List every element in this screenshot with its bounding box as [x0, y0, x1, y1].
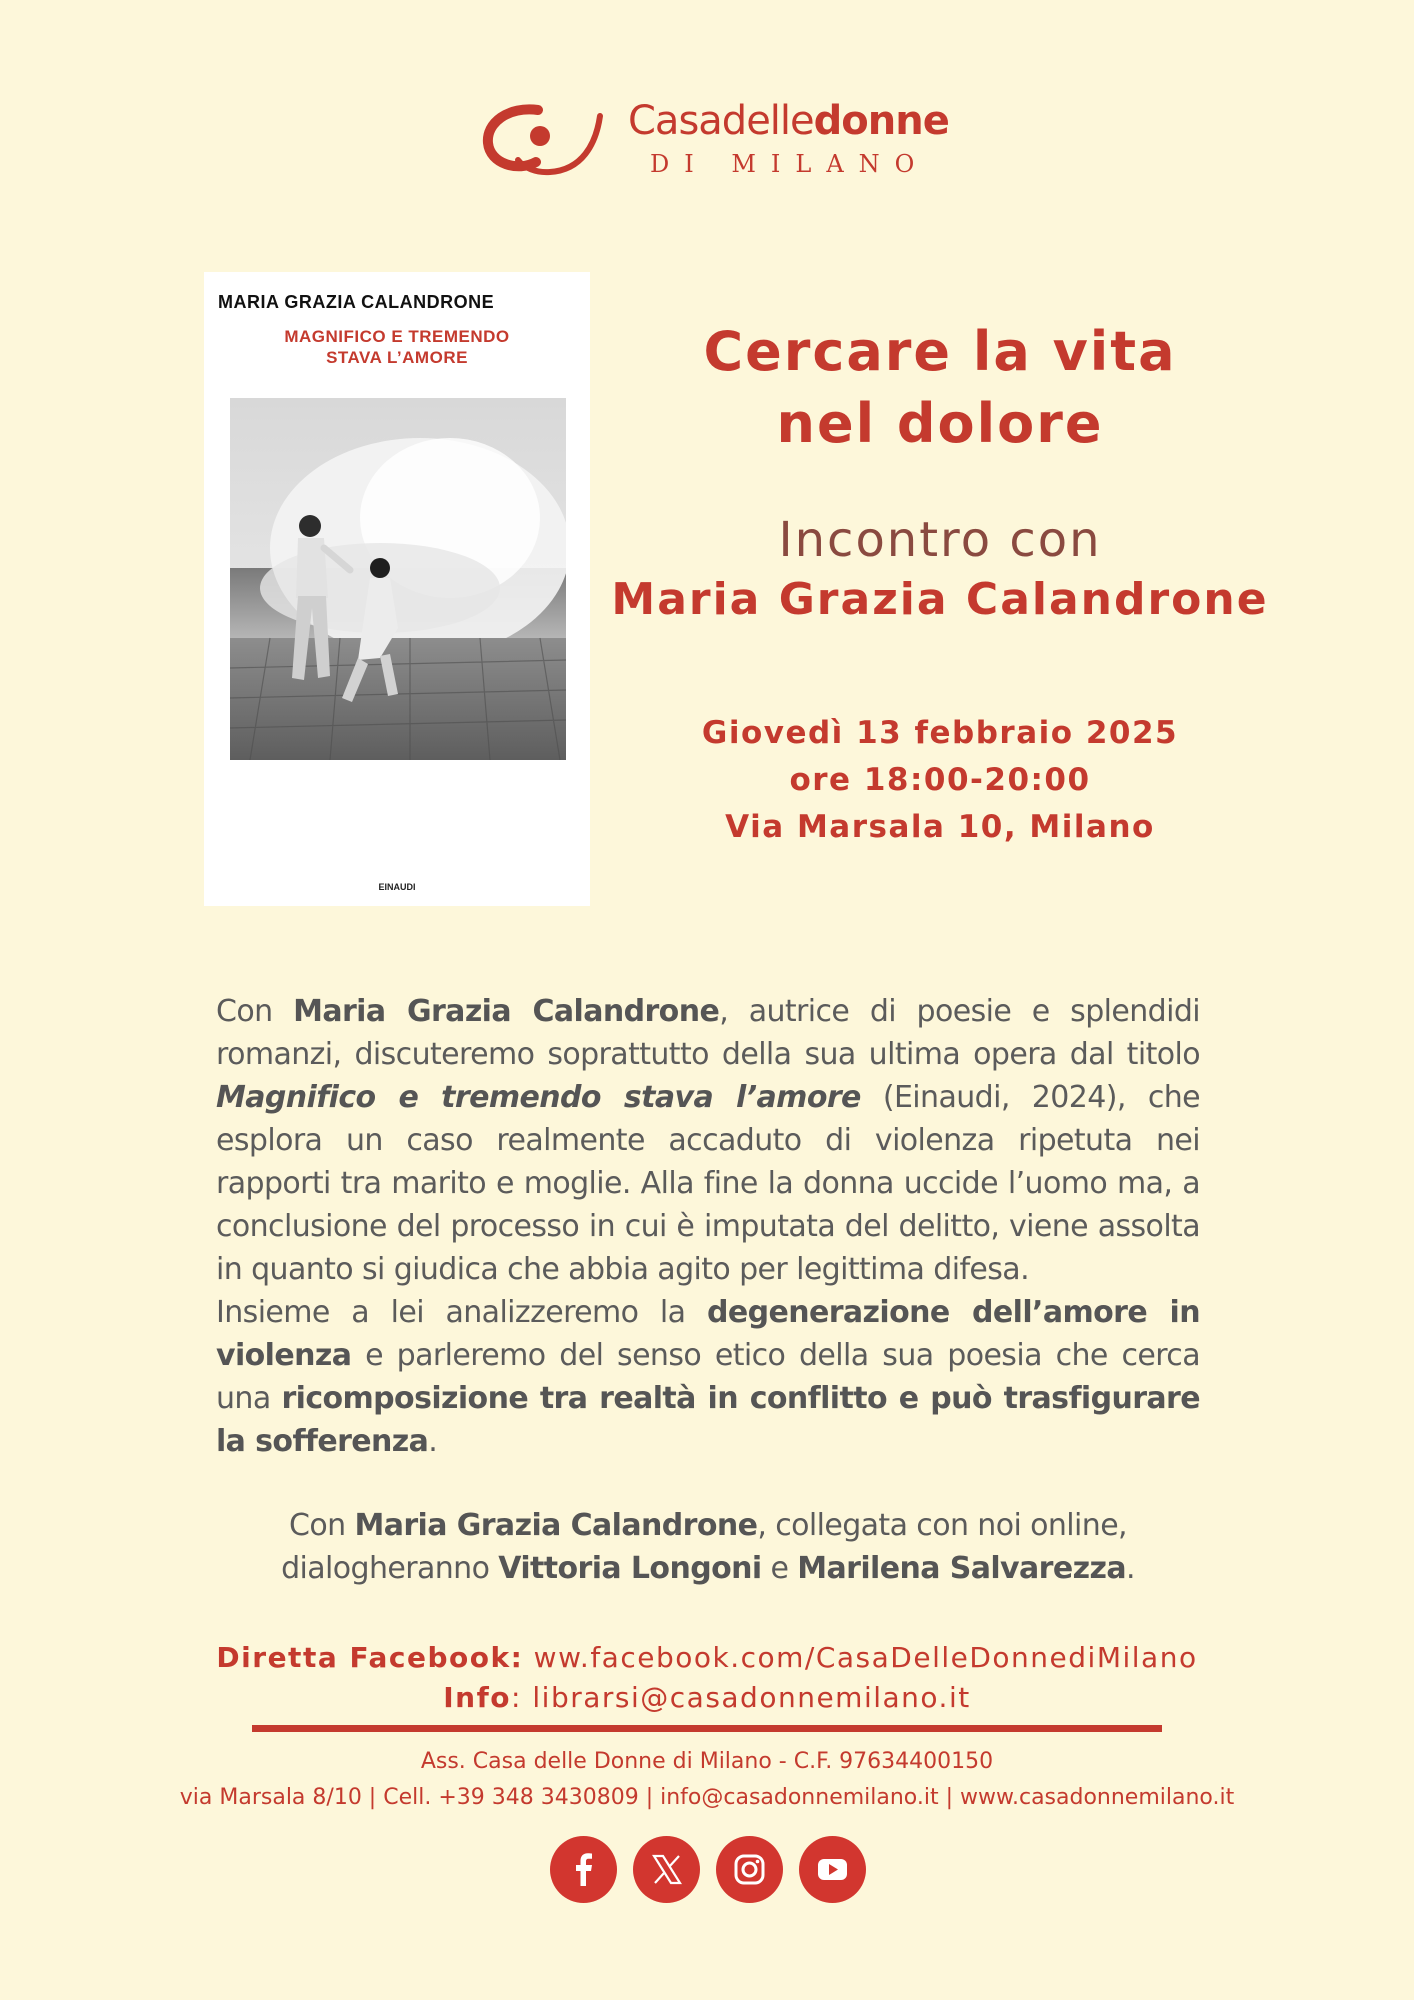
cover-title: MAGNIFICO E TREMENDO STAVA L’AMORE — [284, 327, 510, 367]
footer-association: Ass. Casa delle Donne di Milano - C.F. 97634400150 — [420, 1749, 994, 1774]
instagram-icon[interactable] — [716, 1836, 783, 1903]
logo-subtitle: DI MILANO — [650, 150, 930, 178]
dialog-info: Con Maria Grazia Calandrone, collegata con noi online, dialogheranno Vittoria Longoni e Marilena Salvarezza. — [281, 1508, 1135, 1586]
event-place: Via Marsala 10, Milano — [725, 809, 1155, 845]
facebook-link[interactable]: Diretta Facebook: ww.facebook.com/CasaDelleDonnediMilano — [216, 1641, 1198, 1674]
event-subtitle: Incontro con — [778, 512, 1102, 568]
footer-contacts: via Marsala 8/10 | Cell. +39 348 3430809 | info@casadonnemilano.it | www.casadonnemilano.it — [179, 1785, 1235, 1810]
event-details — [640, 710, 1240, 851]
cover-photo — [230, 398, 566, 760]
x-icon[interactable] — [633, 1836, 700, 1903]
social-links — [550, 1836, 870, 1904]
facebook-icon[interactable] — [550, 1836, 617, 1903]
book-cover — [204, 272, 590, 906]
contact-links — [200, 1638, 1214, 1718]
cover-author: MARIA GRAZIA CALANDRONE — [218, 292, 495, 312]
cover-publisher: EINAUDI — [378, 882, 416, 892]
description-paragraph: Con Maria Grazia Calandrone, autrice di poesie e splendidi romanzi, discuteremo soprattutto della sua ultima opera dal titolo Magnifico e tremendo stava l’amore (Einaudi, 2024), che esplora un caso realmente accaduto di violenza ripetuta nei rapporti tra marito e moglie. Alla fine la donna uccide l’uomo ma, a conclusione del processo in cui è imputata del delitto, viene assolta in quanto si giudica che abbia agito per legittima difesa. — [216, 994, 1201, 1287]
youtube-icon[interactable] — [799, 1836, 866, 1903]
info-email-link[interactable]: Info: librarsi@casadonnemilano.it — [443, 1681, 971, 1714]
description-paragraph: Insieme a lei analizzeremo la degenerazione dell’amore in violenza e parleremo del senso etico della sua poesia che cerca una ricomposizione tra realtà in conflitto e può trasfigurare la sofferenza. — [216, 1295, 1200, 1459]
footer — [150, 1744, 1264, 1816]
page-title: Cercare la vita nel dolore — [703, 320, 1177, 455]
event-date: Giovedì 13 febbraio 2025 — [701, 715, 1179, 751]
guest-name: Maria Grazia Calandrone — [611, 574, 1269, 625]
divider — [252, 1725, 1162, 1732]
logo[interactable] — [478, 98, 949, 188]
event-time: ore 18:00-20:00 — [789, 762, 1091, 798]
logo-wordmark: Casadelledonne — [628, 98, 949, 144]
event-description — [216, 990, 1200, 1463]
logo-mark-icon — [478, 98, 618, 178]
